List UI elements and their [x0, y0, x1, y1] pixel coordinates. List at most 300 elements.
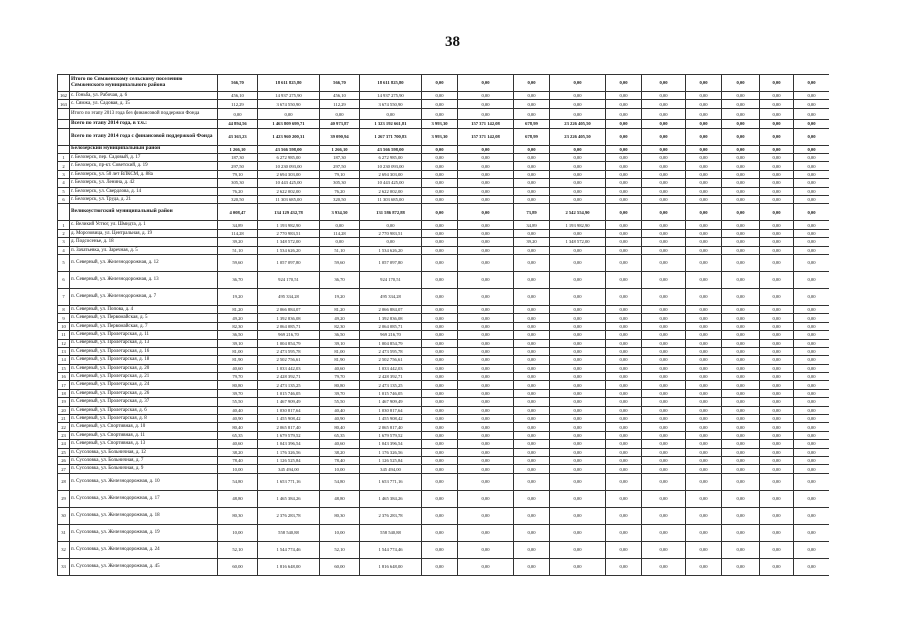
value-cell: 0,00: [550, 162, 606, 170]
value-cell: 0,00: [606, 431, 642, 439]
value-cell: 0,00: [422, 448, 458, 456]
address-cell: п. Сусоловка, ул. Больничная, д. 9: [70, 465, 218, 473]
value-cell: 0,00: [686, 314, 722, 322]
value-cell: 40,90: [320, 415, 360, 423]
address-cell: Всего по этапу 2014 года с финансовой поддержкой Фонда: [70, 128, 218, 145]
value-cell: 2 694 303,00: [360, 170, 422, 178]
address-cell: п. Северный, ул. Пролетарская, д. 37: [70, 398, 218, 406]
value-cell: 0,00: [794, 204, 830, 221]
table-row: [58, 507, 830, 524]
value-cell: 0,00: [606, 288, 642, 305]
table-row: [58, 473, 830, 490]
value-cell: 0,00: [794, 364, 830, 372]
value-cell: 0,00: [642, 398, 686, 406]
value-cell: 0,00: [458, 196, 514, 204]
row-number-cell: 31: [58, 524, 70, 541]
value-cell: 0,00: [514, 364, 550, 372]
value-cell: 0,00: [422, 75, 458, 92]
row-number-cell: [58, 108, 70, 120]
value-cell: 0,00: [686, 356, 722, 364]
value-cell: 40,60: [218, 440, 258, 448]
value-cell: 0,00: [642, 423, 686, 431]
table-summary-row: [58, 75, 830, 92]
value-cell: 0,00: [514, 314, 550, 322]
value-cell: 0,00: [722, 179, 760, 187]
value-cell: 0,00: [458, 339, 514, 347]
table-row: [58, 465, 830, 473]
value-cell: 0,00: [458, 507, 514, 524]
value-cell: 0,00: [458, 238, 514, 246]
value-cell: 0,00: [686, 108, 722, 120]
value-cell: 0,00: [606, 331, 642, 339]
value-cell: 0,00: [218, 108, 258, 120]
value-cell: 6 272 985,00: [360, 154, 422, 162]
table-row: [58, 246, 830, 254]
value-cell: 0,00: [606, 558, 642, 575]
value-cell: 0,00: [550, 415, 606, 423]
address-cell: Итого по Сямженскому сельскому поселению Сямженского муниципального района: [70, 75, 218, 92]
value-cell: 0,00: [550, 473, 606, 490]
value-cell: 0,00: [458, 431, 514, 439]
value-cell: 0,00: [794, 100, 830, 108]
address-cell: п. Северный, ул. Пролетарская, д. 6: [70, 406, 218, 414]
table-row: [58, 229, 830, 237]
value-cell: 0,00: [794, 448, 830, 456]
value-cell: 0,00: [514, 558, 550, 575]
value-cell: 0,00: [686, 440, 722, 448]
value-cell: 0,00: [360, 221, 422, 229]
value-cell: 0,00: [794, 305, 830, 313]
value-cell: 0,00: [514, 229, 550, 237]
address-cell: п. Северный, ул. Попова, д. 4: [70, 305, 218, 313]
value-cell: 0,00: [642, 271, 686, 288]
value-cell: 3 993,30: [422, 120, 458, 128]
value-cell: 0,00: [686, 196, 722, 204]
value-cell: 0,00: [794, 331, 830, 339]
value-cell: 0,00: [686, 75, 722, 92]
table-row: [58, 457, 830, 465]
value-cell: 80,40: [320, 423, 360, 431]
value-cell: 0,00: [458, 221, 514, 229]
value-cell: 1 423 960 200,31: [258, 128, 320, 145]
value-cell: 54,80: [218, 473, 258, 490]
value-cell: 0,00: [458, 179, 514, 187]
value-cell: 80,40: [218, 423, 258, 431]
value-cell: 0,00: [686, 305, 722, 313]
value-cell: 0,00: [794, 490, 830, 507]
value-cell: 0,00: [422, 389, 458, 397]
page-number: 38: [445, 34, 460, 50]
value-cell: 1 267 371 700,83: [360, 128, 422, 145]
value-cell: 0,00: [606, 541, 642, 558]
value-cell: 0,00: [794, 108, 830, 120]
value-cell: 0,00: [760, 440, 794, 448]
value-cell: 678,99: [514, 128, 550, 145]
table-row: [58, 440, 830, 448]
value-cell: 2 066 884,07: [258, 305, 320, 313]
value-cell: 0,00: [458, 75, 514, 92]
value-cell: 0,00: [794, 473, 830, 490]
value-cell: 0,00: [606, 120, 642, 128]
value-cell: 0,00: [422, 246, 458, 254]
value-cell: 0,00: [320, 238, 360, 246]
value-cell: 0,00: [642, 389, 686, 397]
value-cell: 18 611 825,80: [360, 75, 422, 92]
value-cell: 0,00: [458, 356, 514, 364]
value-cell: 0,00: [794, 440, 830, 448]
value-cell: 2 064 085,71: [258, 322, 320, 330]
table-row: [58, 398, 830, 406]
value-cell: 0,00: [722, 229, 760, 237]
value-cell: 0,00: [794, 170, 830, 178]
value-cell: 1 455 908,42: [360, 415, 422, 423]
value-cell: 0,00: [760, 507, 794, 524]
value-cell: 0,00: [422, 356, 458, 364]
row-number-cell: 15: [58, 364, 70, 372]
value-cell: 0,00: [458, 331, 514, 339]
value-cell: 3 674 550,90: [258, 100, 320, 108]
table-summary-row: [58, 145, 830, 153]
value-cell: 0,00: [794, 154, 830, 162]
value-cell: 0,00: [722, 288, 760, 305]
value-cell: 0,00: [550, 75, 606, 92]
table-row: [58, 347, 830, 355]
value-cell: 34,89: [218, 221, 258, 229]
value-cell: 0,00: [794, 373, 830, 381]
value-cell: 0,00: [722, 92, 760, 100]
value-cell: 0,00: [422, 398, 458, 406]
address-cell: п. Сусоловка, ул. Железнодорожная, д. 10: [70, 473, 218, 490]
value-cell: 0,00: [458, 314, 514, 322]
value-cell: 0,00: [760, 347, 794, 355]
value-cell: 0,00: [606, 423, 642, 431]
value-cell: 81,90: [218, 356, 258, 364]
value-cell: 0,00: [606, 75, 642, 92]
value-cell: 0,00: [794, 322, 830, 330]
value-cell: 0,00: [458, 364, 514, 372]
row-number-cell: 1: [58, 154, 70, 162]
value-cell: 305,30: [218, 179, 258, 187]
table-row: [58, 100, 830, 108]
table-row: [58, 541, 830, 558]
value-cell: 0,00: [514, 507, 550, 524]
value-cell: 0,00: [794, 271, 830, 288]
value-cell: 0,00: [642, 465, 686, 473]
address-cell: Итого по этапу 2013 года без финансовой поддержки Фонда: [70, 108, 218, 120]
value-cell: 0,00: [722, 490, 760, 507]
value-cell: 10,00: [320, 465, 360, 473]
value-cell: 2 473 135,25: [258, 381, 320, 389]
row-number-cell: 29: [58, 490, 70, 507]
value-cell: 1 030 817,64: [258, 406, 320, 414]
value-cell: 0,00: [794, 347, 830, 355]
value-cell: 0,00: [550, 507, 606, 524]
value-cell: 0,00: [422, 364, 458, 372]
value-cell: 0,00: [794, 128, 830, 145]
value-cell: 0,00: [760, 331, 794, 339]
value-cell: 0,00: [514, 473, 550, 490]
value-cell: 2 622 002,00: [360, 187, 422, 195]
value-cell: 1 392 836,08: [258, 314, 320, 322]
value-cell: 0,00: [606, 271, 642, 288]
value-cell: 60,00: [218, 558, 258, 575]
value-cell: 0,00: [686, 457, 722, 465]
value-cell: 1 193 982,90: [550, 221, 606, 229]
value-cell: 0,00: [550, 246, 606, 254]
value-cell: 0,00: [514, 347, 550, 355]
value-cell: 0,00: [722, 373, 760, 381]
value-cell: 0,00: [422, 162, 458, 170]
value-cell: 0,00: [550, 179, 606, 187]
value-cell: 0,00: [642, 254, 686, 271]
value-cell: 0,00: [722, 170, 760, 178]
value-cell: 0,00: [722, 305, 760, 313]
value-cell: 10,00: [218, 465, 258, 473]
value-cell: 0,00: [422, 288, 458, 305]
value-cell: 0,00: [760, 254, 794, 271]
value-cell: 0,00: [642, 229, 686, 237]
value-cell: 1 534 626,20: [360, 246, 422, 254]
value-cell: 36,70: [218, 271, 258, 288]
value-cell: 0,00: [686, 558, 722, 575]
value-cell: 0,00: [686, 100, 722, 108]
value-cell: 0,00: [606, 254, 642, 271]
value-cell: 0,00: [760, 92, 794, 100]
value-cell: 1 193 982,90: [258, 221, 320, 229]
value-cell: 36,50: [218, 331, 258, 339]
value-cell: 678,99: [514, 120, 550, 128]
value-cell: 0,00: [606, 347, 642, 355]
value-cell: 0,00: [760, 356, 794, 364]
value-cell: 0,00: [606, 305, 642, 313]
value-cell: 157 371 142,08: [458, 128, 514, 145]
value-cell: 0,00: [606, 322, 642, 330]
value-cell: 0,00: [458, 347, 514, 355]
value-cell: 0,00: [606, 448, 642, 456]
value-cell: 0,00: [422, 196, 458, 204]
value-cell: 0,00: [686, 448, 722, 456]
value-cell: 0,00: [642, 75, 686, 92]
value-cell: 0,00: [514, 389, 550, 397]
value-cell: 10,00: [320, 524, 360, 541]
value-cell: 40,60: [320, 440, 360, 448]
table-row: [58, 373, 830, 381]
value-cell: 1 176 326,56: [258, 448, 320, 456]
value-cell: 49,20: [218, 314, 258, 322]
table-row: [58, 271, 830, 288]
value-cell: 0,00: [760, 406, 794, 414]
value-cell: 80,80: [320, 381, 360, 389]
value-cell: 0,00: [686, 398, 722, 406]
value-cell: 0,00: [514, 322, 550, 330]
value-cell: 0,00: [514, 187, 550, 195]
value-cell: 0,00: [514, 162, 550, 170]
value-cell: 0,00: [606, 92, 642, 100]
value-cell: 345 494,00: [258, 465, 320, 473]
value-cell: 0,00: [514, 524, 550, 541]
address-cell: г. Белозерск, пр-кт. Советский, д. 19: [70, 162, 218, 170]
value-cell: 0,00: [760, 100, 794, 108]
value-cell: 0,00: [722, 415, 760, 423]
value-cell: 60,00: [320, 558, 360, 575]
row-number-cell: 163: [58, 100, 70, 108]
value-cell: 0,00: [458, 145, 514, 153]
value-cell: 0,00: [722, 431, 760, 439]
address-cell: п. Сусоловка, ул. Больничная, д. 12: [70, 448, 218, 456]
value-cell: 10 230 093,00: [258, 162, 320, 170]
value-cell: 320,50: [320, 196, 360, 204]
table-row: [58, 238, 830, 246]
value-cell: 0,00: [458, 448, 514, 456]
value-cell: 0,00: [514, 457, 550, 465]
value-cell: 0,00: [794, 221, 830, 229]
value-cell: 0,00: [686, 322, 722, 330]
value-cell: 320,50: [218, 196, 258, 204]
value-cell: 0,00: [722, 389, 760, 397]
value-cell: 0,00: [722, 524, 760, 541]
value-cell: 0,00: [642, 128, 686, 145]
value-cell: 0,00: [760, 305, 794, 313]
address-cell: п. Северный, ул. Железнодорожная, д. 7: [70, 288, 218, 305]
value-cell: 0,00: [514, 145, 550, 153]
value-cell: 79,70: [320, 373, 360, 381]
value-cell: 0,00: [550, 440, 606, 448]
value-cell: 0,00: [606, 524, 642, 541]
value-cell: 0,00: [722, 100, 760, 108]
value-cell: 0,00: [422, 271, 458, 288]
row-number-cell: [58, 120, 70, 128]
value-cell: 0,00: [422, 406, 458, 414]
row-number-cell: 2: [58, 162, 70, 170]
value-cell: 0,00: [422, 108, 458, 120]
value-cell: 14 937 275,90: [258, 92, 320, 100]
value-cell: 558 540,88: [258, 524, 320, 541]
value-cell: 0,00: [642, 170, 686, 178]
value-cell: 0,00: [514, 356, 550, 364]
table-row: [58, 356, 830, 364]
value-cell: 1 033 442,03: [360, 364, 422, 372]
value-cell: 19,20: [218, 288, 258, 305]
value-cell: 0,00: [642, 221, 686, 229]
value-cell: 0,00: [794, 120, 830, 128]
value-cell: 0,00: [550, 100, 606, 108]
table-row: [58, 448, 830, 456]
value-cell: 0,00: [550, 364, 606, 372]
value-cell: 0,00: [686, 271, 722, 288]
address-cell: Великоустюгский муниципальный район: [70, 204, 218, 221]
value-cell: 0,00: [760, 170, 794, 178]
value-cell: 0,00: [722, 381, 760, 389]
value-cell: 0,00: [722, 473, 760, 490]
value-cell: 0,00: [642, 179, 686, 187]
value-cell: 0,00: [550, 108, 606, 120]
value-cell: 0,00: [550, 154, 606, 162]
row-number-cell: 3: [58, 170, 70, 178]
value-cell: 0,00: [642, 331, 686, 339]
value-cell: 0,00: [458, 490, 514, 507]
value-cell: 0,00: [642, 490, 686, 507]
value-cell: 0,00: [686, 373, 722, 381]
value-cell: 0,00: [458, 473, 514, 490]
value-cell: 0,00: [722, 108, 760, 120]
value-cell: 0,00: [258, 108, 320, 120]
value-cell: 0,00: [606, 145, 642, 153]
value-cell: 0,00: [422, 373, 458, 381]
value-cell: 0,00: [722, 322, 760, 330]
value-cell: 0,00: [642, 524, 686, 541]
value-cell: 76,20: [218, 187, 258, 195]
address-cell: п. Северный, ул. Железнодорожная, д. 13: [70, 271, 218, 288]
value-cell: 10,00: [218, 524, 258, 541]
value-cell: 2 065 817,40: [258, 423, 320, 431]
value-cell: 112,29: [218, 100, 258, 108]
value-cell: 0,00: [550, 314, 606, 322]
value-cell: 0,00: [422, 254, 458, 271]
value-cell: 1 004 854,79: [258, 339, 320, 347]
value-cell: 0,00: [550, 356, 606, 364]
value-cell: 0,00: [550, 389, 606, 397]
value-cell: 0,00: [686, 170, 722, 178]
row-number-cell: 14: [58, 356, 70, 364]
table-row: [58, 108, 830, 120]
row-number-cell: 20: [58, 406, 70, 414]
value-cell: 0,00: [642, 322, 686, 330]
value-cell: 40,60: [218, 364, 258, 372]
value-cell: 0,00: [422, 145, 458, 153]
value-cell: 79,10: [320, 170, 360, 178]
value-cell: 38,20: [320, 448, 360, 456]
value-cell: 187,30: [320, 154, 360, 162]
value-cell: 0,00: [722, 331, 760, 339]
value-cell: 14 937 275,90: [360, 92, 422, 100]
value-cell: 78,40: [218, 457, 258, 465]
value-cell: 49,20: [320, 314, 360, 322]
value-cell: 0,00: [458, 170, 514, 178]
value-cell: 0,00: [760, 187, 794, 195]
address-cell: п. Северный, ул. Пролетарская, д. 24: [70, 381, 218, 389]
value-cell: 297,50: [320, 162, 360, 170]
value-cell: 0,00: [686, 524, 722, 541]
value-cell: 0,00: [794, 92, 830, 100]
value-cell: 79,70: [218, 373, 258, 381]
value-cell: 0,00: [458, 373, 514, 381]
value-cell: 3 934,50: [320, 204, 360, 221]
value-cell: 0,00: [458, 100, 514, 108]
value-cell: 305,30: [320, 179, 360, 187]
value-cell: 2 376 283,78: [258, 507, 320, 524]
value-cell: 187,30: [218, 154, 258, 162]
value-cell: 0,00: [606, 128, 642, 145]
value-cell: 0,00: [606, 339, 642, 347]
value-cell: 1 463 809 699,71: [258, 120, 320, 128]
value-cell: 55,50: [218, 398, 258, 406]
value-cell: 0,00: [722, 120, 760, 128]
value-cell: 0,00: [794, 196, 830, 204]
value-cell: 0,00: [458, 457, 514, 465]
value-cell: 0,00: [722, 204, 760, 221]
value-cell: 456,10: [218, 92, 258, 100]
value-cell: 0,00: [422, 305, 458, 313]
value-cell: 134 129 432,78: [258, 204, 320, 221]
value-cell: 0,00: [422, 322, 458, 330]
address-cell: г. Белозерск, ул. Ленина, д. 42: [70, 179, 218, 187]
address-cell: г. Белозерск, ул. Свердлова, д. 14: [70, 187, 218, 195]
row-number-cell: 32: [58, 541, 70, 558]
value-cell: 0,00: [550, 541, 606, 558]
value-cell: 80,30: [320, 507, 360, 524]
value-cell: 0,00: [722, 271, 760, 288]
value-cell: 0,00: [760, 271, 794, 288]
